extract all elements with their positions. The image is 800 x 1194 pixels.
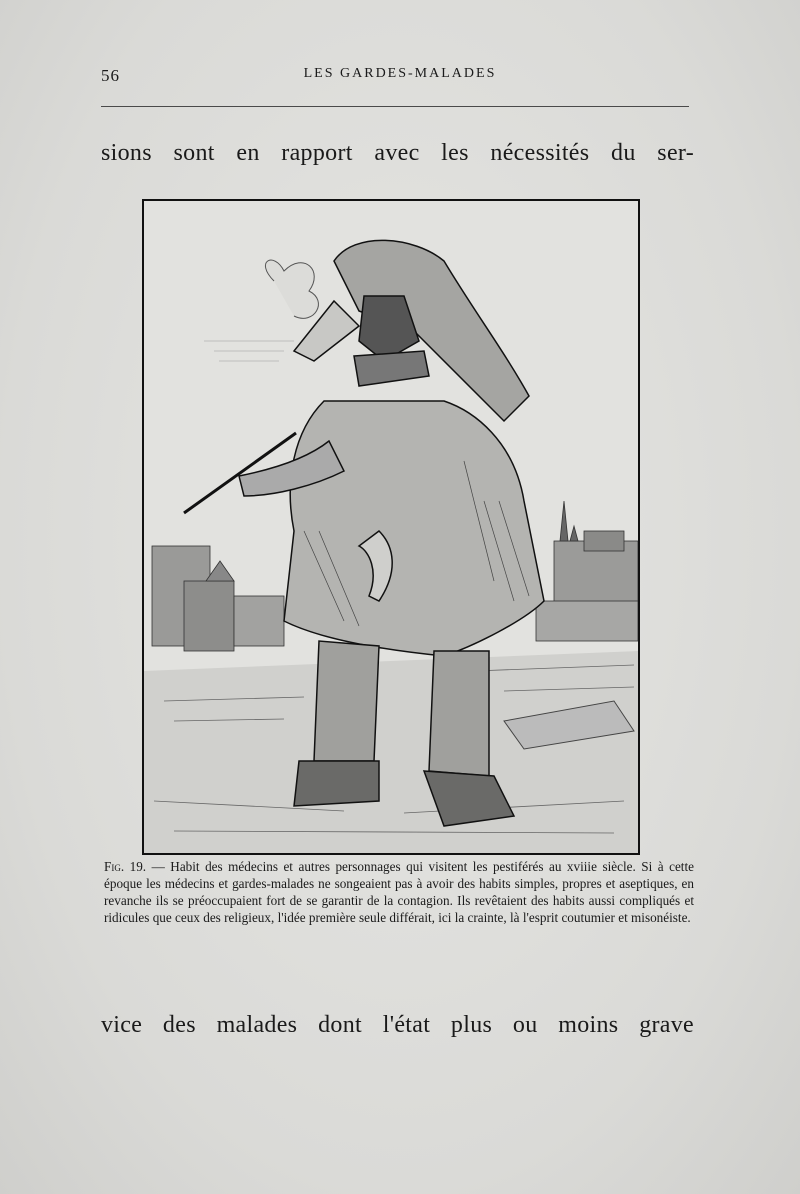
figure-label: Fig. 19. [104, 859, 147, 874]
header-rule [101, 106, 689, 107]
figure-caption [104, 858, 694, 926]
page-number: 56 [101, 66, 120, 85]
figure-engraving [142, 199, 640, 855]
town-right [536, 501, 638, 641]
engraving-plague-doctor-illustration [144, 201, 638, 853]
body-text-bottom: vice des malades dont l'état plus ou moins grave [101, 1012, 694, 1038]
town-left [152, 546, 284, 651]
running-title: LES GARDES-MALADES [303, 66, 497, 81]
body-text-top: sions sont en rapport avec les nécessités du ser- [101, 140, 694, 166]
ground [144, 651, 638, 853]
figure-caption-text: — Habit des médecins et autres personnages qui visitent les pestiférés au xviiie siècle. Si à cette époque les médecins et gardes-malades ne songeaient pas à avoir des habits simples, propres et aseptiques, en revanche ils se préoccupaient fort de se garantir de la contagion. Ils revêtaient des habits aussi compliqués et ridicules que ceux des religieux, l'idée première seule différait, ici la crainte, là l'esprit coutumier et misonéiste. [104, 859, 694, 925]
